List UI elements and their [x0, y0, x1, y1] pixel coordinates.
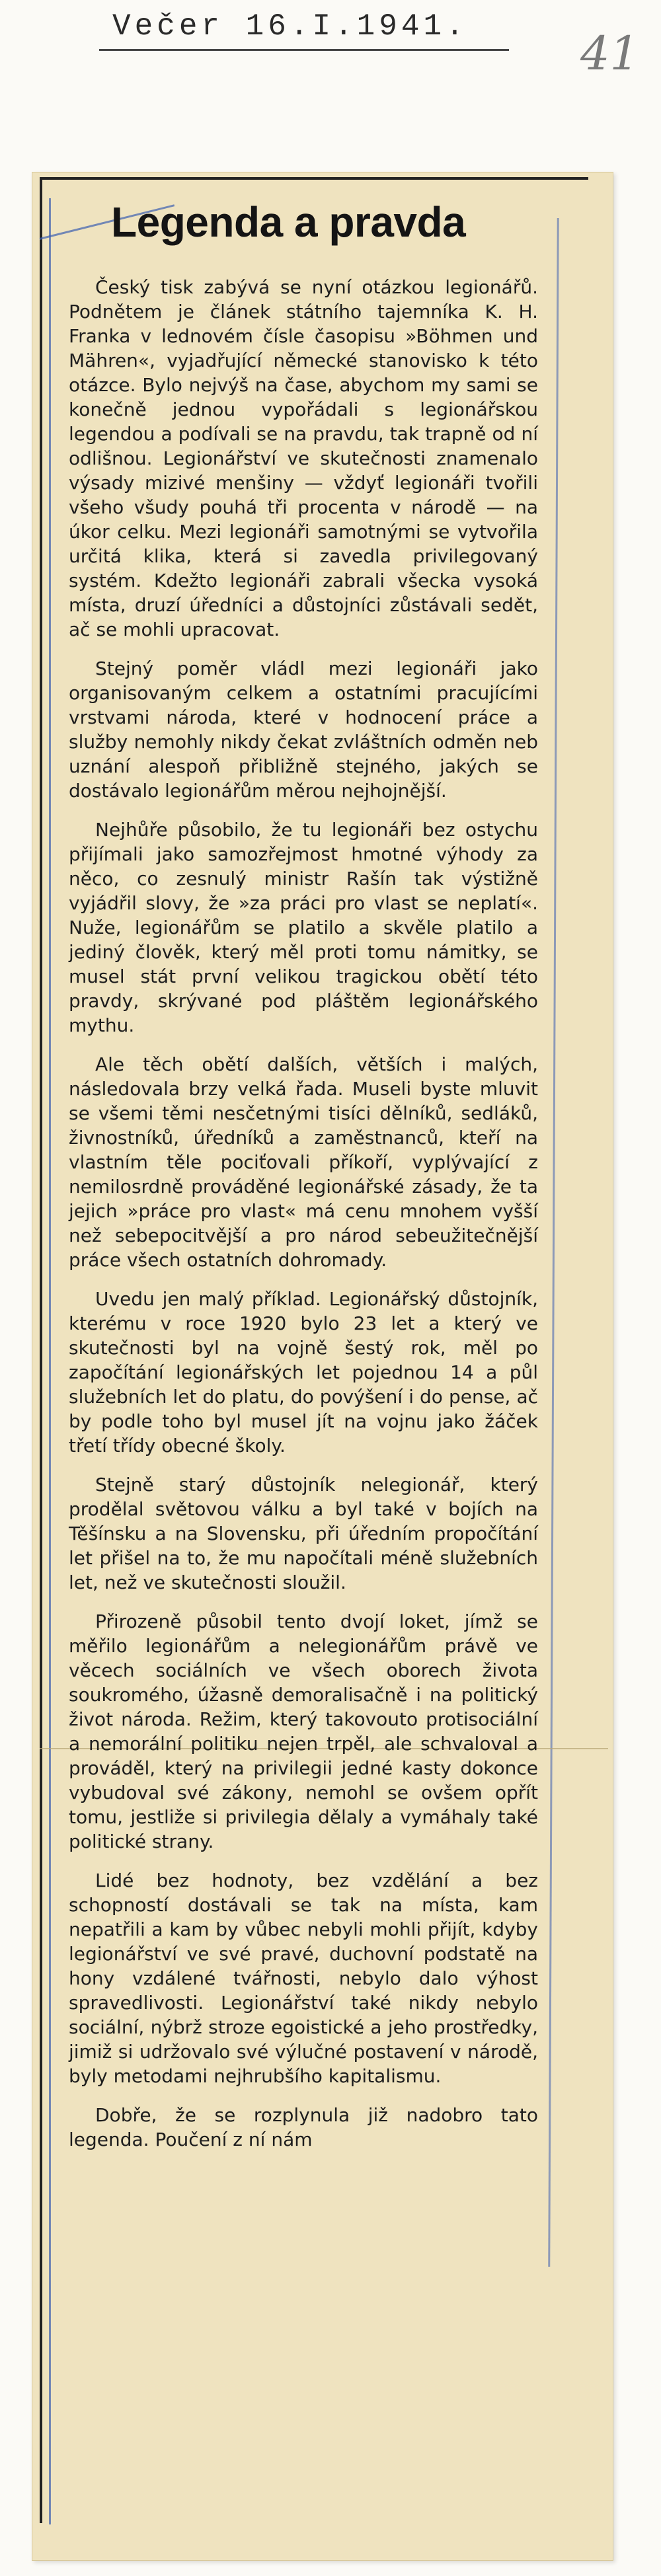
clipping-border-left	[40, 177, 42, 2523]
article-paragraph: Stejně starý důstojník nelegionář, který prodělal světovou válku a byl také v bojích na Těšínsku a na Slovensku, při úředním propočítání let přišel na to, že mu napočítali méně služebních let, než ve skutečnosti sloužil.	[69, 1474, 538, 1593]
handwritten-page-number: 41	[580, 26, 640, 81]
article-paragraph: Uvedu jen malý příklad. Legionářský důstojník, kterému v roce 1920 bylo 23 let a který ve skutečnosti byl na vojně šestý rok, měl po započítání legionářských let pojednou 14 a půl služebních let do platu, do povýšení i do pense, ač by podle toho byl musel jít na vojnu jako žáček třetí třídy obecné školy.	[69, 1288, 538, 1457]
clipping-border-top	[40, 177, 588, 180]
dateline-underline	[99, 49, 509, 51]
dateline: Večer 16.I.1941.	[112, 9, 468, 44]
article-headline: Legenda a pravda	[111, 198, 466, 246]
article-paragraph: Nejhůře působilo, že tu legionáři bez ostychu přijímali jako samozřejmost hmotné výhody za něco, co zesnulý ministr Rašín tak výstižně vyjádřil slovy, že »za práci pro vlast se neplatí«. Nuže, legionářům se platilo a skvěle platilo a jediný člověk, který měl proti tomu námitky, se musel stát první velikou tragickou obětí této pravdy, skrývané pod pláštěm legionářského mythu.	[69, 819, 538, 1036]
article-paragraph: Ale těch obětí dalších, větších i malých, následovala brzy velká řada. Museli byste mluvit se všemi těmi nesčetnými tisíci dělníků, sedláků, živnostníků, úředníků a zaměstnanců, kteří na vlastním těle pociťovali příkoří, vyplývající z nemilosrdně prováděné legionářské zásady, že ta jejich »práce pro vlast« má cenu mnohem vyšší než sebepocitvější a pro národ sebeužitečnější práce všech ostatních dohromady.	[69, 1053, 538, 1271]
blue-pencil-mark-left	[49, 198, 51, 2524]
article-paragraph: Přirozeně působil tento dvojí loket, jímž se měřilo legionářům a nelegionářům právě ve věcech sociálních ve všech oborech života soukromého, úžasně demoralisačně i na politický život národa. Režim, který takovouto protisociální a nemorální politiku nejen trpěl, ale schvaloval a prováděl, který na privilegii jedné kasty dokonce vybudoval své zákony, nemohl se ovšem opřít tomu, jestliže si privilegia dělaly a vymáhaly také politické strany.	[69, 1610, 538, 1852]
article-body	[69, 275, 538, 2166]
article-paragraph: Stejný poměr vládl mezi legionáři jako organisovaným celkem a ostatními pracujícími vrstvami národa, které v hodnocení práce a služby nemohly nikdy čekat zvláštních odměn neb uznání alespoň přibližně stejného, jakých se dostávalo legionářům měrou nejhojnější.	[69, 658, 538, 802]
article-paragraph: Český tisk zabývá se nyní otázkou legionářů. Podnětem je článek státního tajemníka K. H. Franka v lednovém čísle časopisu »Böhmen und Mähren«, vyjadřující německé stanovisko k této otázce. Bylo nejvýš na čase, abychom my sami se konečně jednou vypořádali s legionářskou legendou a podívali se na pravdu, tak trapně od ní odlišnou. Legionářství ve skutečnosti znamenalo výsady mizivé menšiny — vždyť legionáři tvořili všeho všudy pouhá tři procenta v národě — na úkor celku. Mezi legionáři samotnými se vytvořila určitá klika, která si zavedla privilegovaný systém. Kdežto legionáři zabrali všecka vysoká místa, druzí úředníci a důstojníci zůstávali sedět, ač se mohli upracovat.	[69, 276, 538, 640]
article-paragraph: Lidé bez hodnoty, bez vzdělání a bez schopností dostávali se tak na místa, kam nepatřili a kam by vůbec nebyli mohli přijít, kdyby legionářství ve své pravé, duchovní podstatě na hony vzdálené tvářnosti, nebylo dalo výhost spravedlivosti. Legionářství také nikdy nebylo sociální, nýbrž stroze egoistické a jeho prostředky, jimiž si udržovalo své výlučné postavení v národě, byly metodami nejhrubšího kapitalismu.	[69, 1870, 538, 2087]
article-paragraph: Dobře, že se rozplynula již nadobro tato legenda. Poučení z ní nám	[69, 2104, 538, 2150]
